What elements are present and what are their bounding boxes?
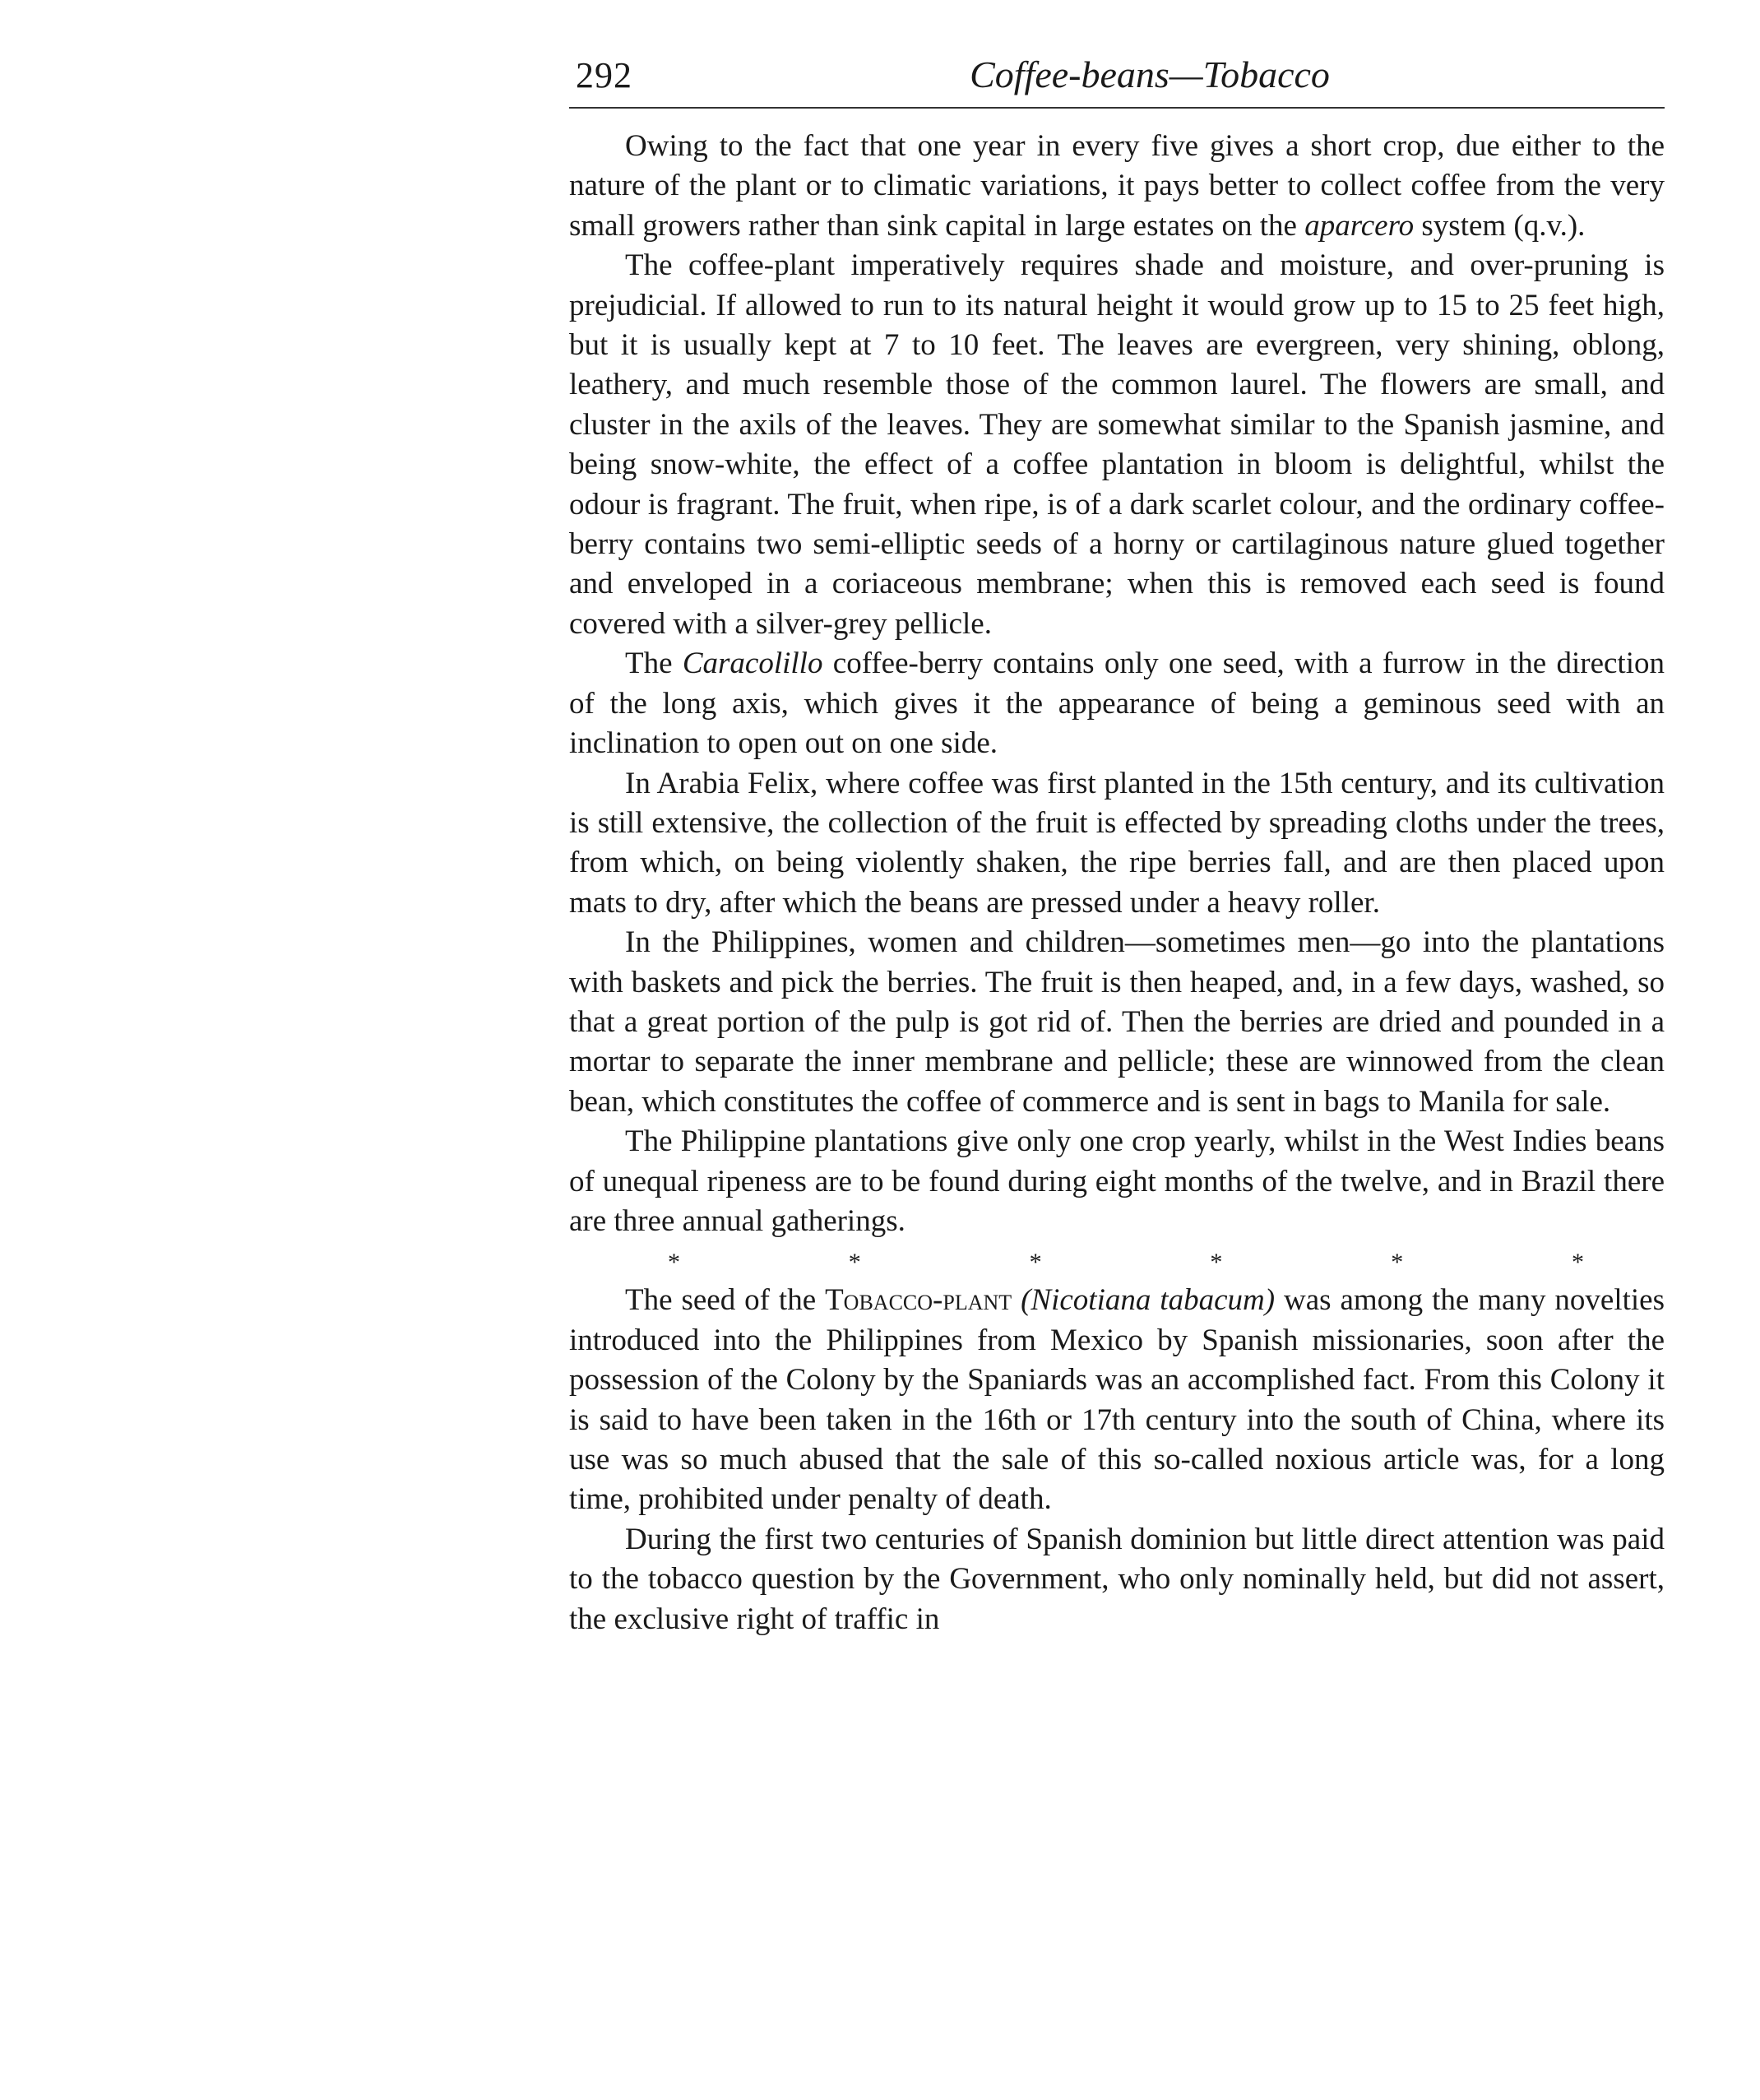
italic-term-nicotiana: (Nicotiana tabacum) [1012,1283,1276,1318]
paragraph-tobacco-plant [569,1281,1665,1519]
paragraph-coffee-plant: The coffee-plant imperatively requires shade and moisture, and over-pruning is prejudicial. If allowed to run to its natural height it would grow up to 15 to 25 feet high, but it is usually kept at 7 to 10 feet. The leaves are evergreen, very shining, oblong, leathery, and much resemble those of the common laurel. The flowers are small, and cluster in the axils of the leaves. They are somewhat similar to the Spanish jasmine, and being snow-white, the effect of a coffee plantation in bloom is delightful, whilst the odour is fragrant. The fruit, when ripe, is of a dark scarlet colour, and the ordinary coffee-berry contains two semi-elliptic seeds of a horny or cartilaginous nature glued together and enveloped in a coriaceous membrane; when this is removed each seed is found covered with a silver-grey pellicle. [569,248,1665,641]
paragraph-text: The [625,647,683,681]
italic-term-aparcero: aparcero [1304,208,1415,243]
asterism: * [1029,1249,1042,1277]
paragraph-text: The seed of the [625,1283,826,1318]
paragraph-spanish-dominion: During the first two centuries of Spanish dominion but little direct attention was paid to the tobacco question by the Government, who only nominally held, but did not assert, the exclusive right of traffic in [569,1522,1665,1636]
asterism: * [848,1249,861,1277]
asterism: * [1210,1249,1223,1277]
paragraph-text: was among the many novelties introduced into the Philippines from Mexico by Spanish missionaries, soon after the possession of the Colony by the Spaniards was an accomplished fact. From this Colony it is said to have been taken in the 16th or 17th century into the south of China, where its use was so much abused that the sale of this so-called noxious article was, for a long time, prohibited under penalty of death. [569,1283,1665,1517]
asterism: * [1391,1249,1404,1277]
paragraph-text: coffee-berry contains only one seed, with a furrow in the direction of the long axis, which gives it the appearance of being a geminous seed with an inclination to open out on one side. [569,647,1665,761]
page-number: 292 [576,55,632,95]
italic-term-caracolillo: Caracolillo [682,647,823,681]
paragraph-caracolillo [569,644,1665,763]
page-header [569,49,1665,109]
asterism: * [1571,1249,1584,1277]
section-break-asterisms [569,1246,1665,1279]
book-page [569,49,1665,1639]
smallcaps-term-tobacco-plant: Tobacco-plant [825,1283,1012,1318]
paragraph-arabia-felix: In Arabia Felix, where coffee was first planted in the 15th century, and its cultivation is still extensive, the collection of the fruit is effected by spreading cloths under the trees, from which, on being violently shaken, the ripe berries fall, and are then placed upon mats to dry, after which the beans are pressed under a heavy roller. [569,766,1665,920]
paragraph-text: system (q.v.). [1414,208,1586,243]
paragraph-short-crop [569,127,1665,246]
paragraph-crop-yearly: The Philippine plantations give only one crop yearly, whilst in the West Indies beans of unequal ripeness are to be found during eight months of the twelve, and in Brazil there are three annual gatherings. [569,1124,1665,1238]
paragraph-philippines-harvest: In the Philippines, women and children—sometimes men—go into the plantations with baskets and pick the berries. The fruit is then heaped, and, in a few days, washed, so that a great portion of the pulp is got rid of. Then the berries are dried and pounded in a mortar to separate the inner membrane and pellicle; these are winnowed from the clean bean, which constitutes the coffee of commerce and is sent in bags to Manila for sale. [569,925,1665,1119]
paragraph-text: Owing to the fact that one year in every five gives a short crop, due either to the nature of the plant or to climatic variations, it pays better to collect coffee from the very small growers rather than sink capital in large estates on the [569,129,1665,243]
running-title: Coffee-beans—Tobacco [970,53,1330,95]
asterism: * [668,1249,680,1277]
